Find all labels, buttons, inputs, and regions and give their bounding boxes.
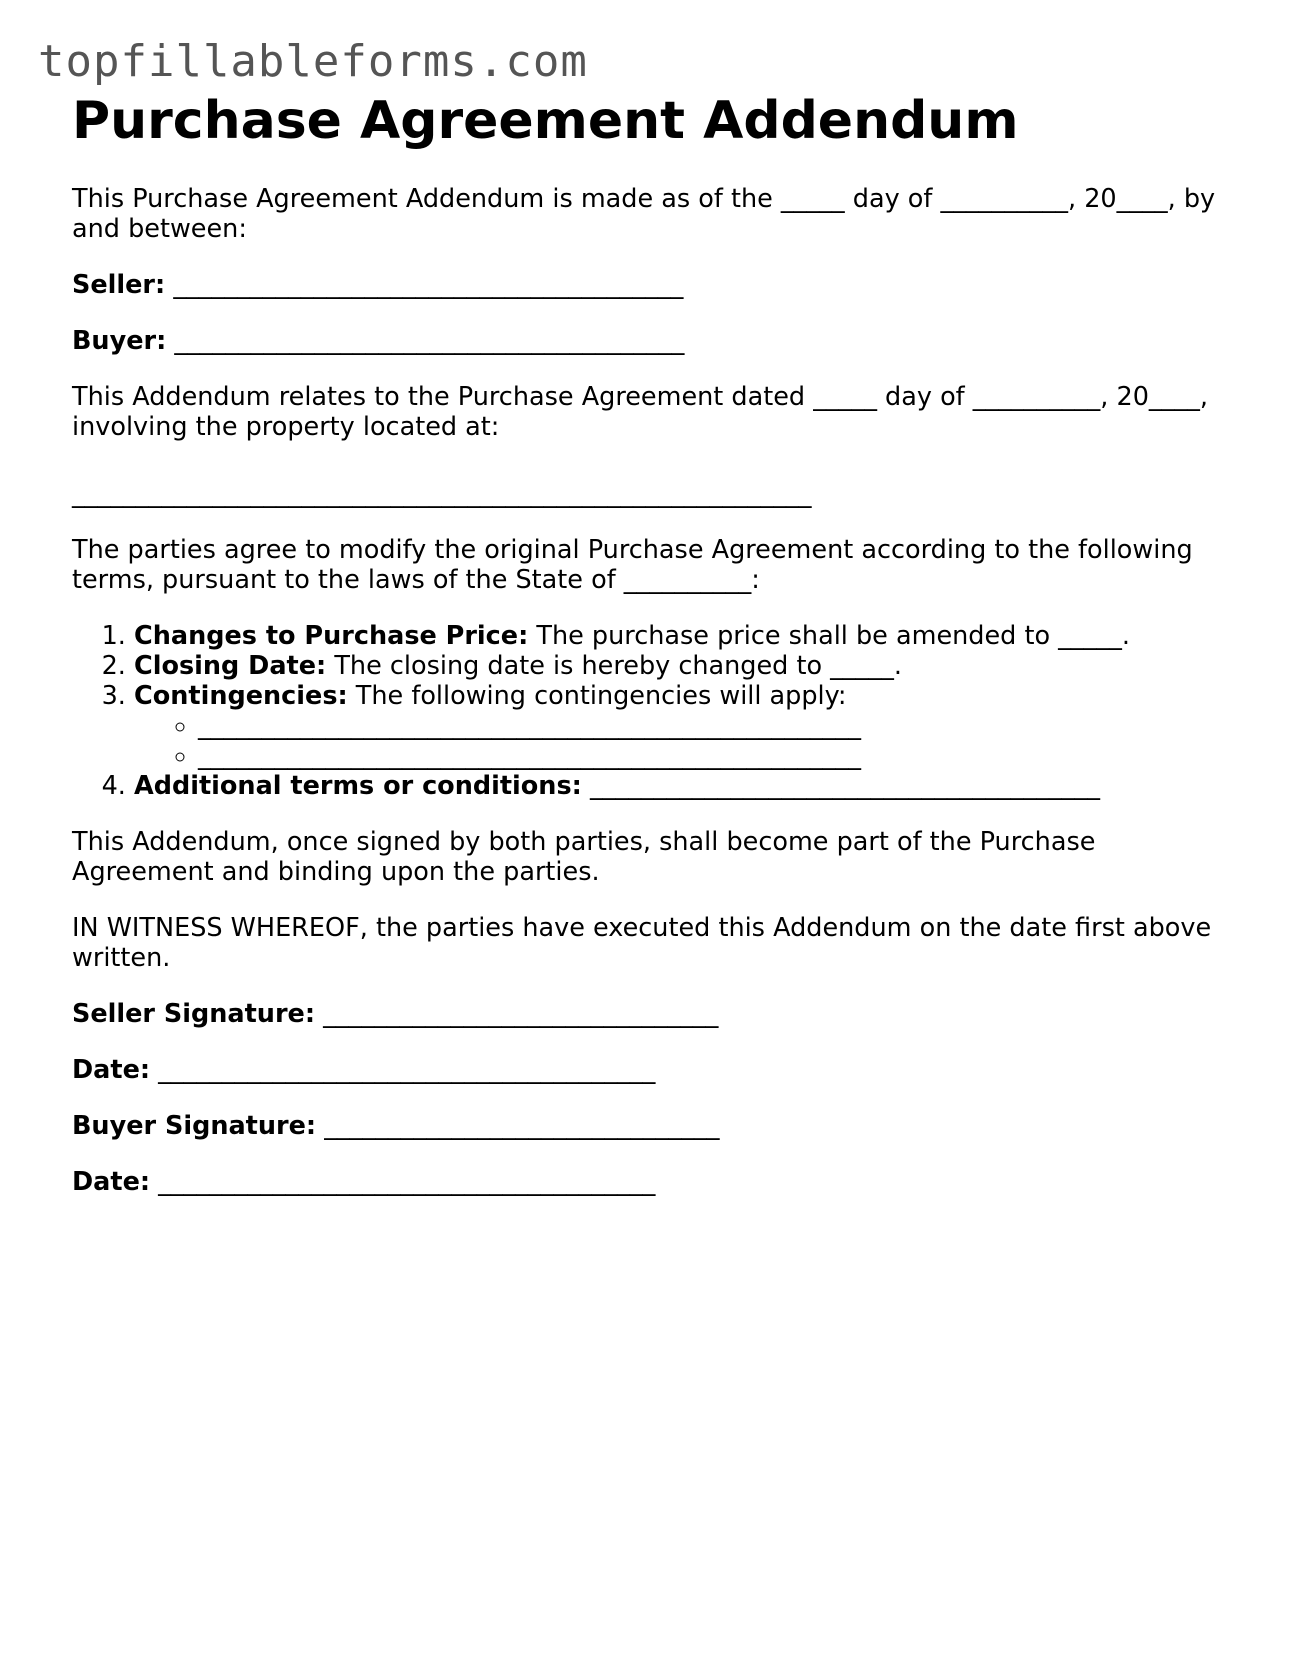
term-text[interactable]: The purchase price shall be amended to _____. bbox=[528, 620, 1131, 651]
witness-paragraph: IN WITNESS WHEREOF, the parties have executed this Addendum on the date first above written. bbox=[72, 912, 1212, 973]
seller-signature-field[interactable] bbox=[72, 999, 1222, 1029]
term-contingencies bbox=[134, 681, 1222, 771]
terms-list bbox=[72, 621, 1222, 801]
signature-blank[interactable]: _______________________________ bbox=[324, 1110, 720, 1141]
term-label: Changes to Purchase Price: bbox=[134, 620, 529, 651]
signature-label: Buyer Signature: bbox=[72, 1110, 317, 1141]
term-text[interactable]: ________________________________________ bbox=[581, 770, 1100, 801]
signature-blank[interactable]: _______________________________ bbox=[323, 998, 719, 1029]
term-text[interactable]: The closing date is hereby changed to _____. bbox=[326, 650, 903, 681]
buyer-field[interactable] bbox=[72, 326, 1222, 356]
date-label: Date: bbox=[72, 1166, 151, 1197]
seller-label: Seller: bbox=[72, 269, 166, 300]
watermark: topfillableforms.com bbox=[38, 36, 588, 87]
signature-label: Seller Signature: bbox=[72, 998, 316, 1029]
relates-paragraph: This Addendum relates to the Purchase Agreement dated _____ day of __________, 20____, involving the property located at: bbox=[72, 381, 1209, 442]
term-purchase-price bbox=[134, 621, 1222, 651]
term-label: Additional terms or conditions: bbox=[134, 770, 582, 801]
page-title: Purchase Agreement Addendum bbox=[72, 91, 1019, 151]
term-closing-date bbox=[134, 651, 1222, 681]
term-text: The following contingencies will apply: bbox=[347, 680, 847, 711]
modify-paragraph: The parties agree to modify the original Purchase Agreement according to the following terms, pursuant to the laws of the State of __________: bbox=[72, 534, 1193, 595]
binding-paragraph: This Addendum, once signed by both parties, shall become part of the Purchase Agreement and binding upon the parties. bbox=[72, 826, 1096, 887]
contingency-blank[interactable]: ◦ ____________________________________________________ bbox=[198, 711, 1222, 741]
seller-date-field[interactable] bbox=[72, 1055, 1222, 1085]
buyer-label: Buyer: bbox=[72, 325, 167, 356]
seller-field[interactable] bbox=[72, 270, 1222, 300]
contingency-blank[interactable]: ◦ ____________________________________________________ bbox=[198, 741, 1222, 771]
date-blank[interactable]: _______________________________________ bbox=[158, 1166, 656, 1197]
contingency-list bbox=[134, 711, 1222, 771]
term-label: Contingencies: bbox=[134, 680, 348, 711]
term-additional bbox=[134, 771, 1222, 801]
property-address-blank[interactable]: __________________________________________________________ bbox=[72, 478, 812, 509]
seller-blank[interactable]: ________________________________________ bbox=[173, 269, 684, 300]
date-label: Date: bbox=[72, 1054, 151, 1085]
buyer-date-field[interactable] bbox=[72, 1167, 1222, 1197]
buyer-blank[interactable]: ________________________________________ bbox=[174, 325, 685, 356]
document bbox=[72, 92, 1222, 1197]
intro-paragraph: This Purchase Agreement Addendum is made as of the _____ day of __________, 20____, by and between: bbox=[72, 183, 1216, 244]
date-blank[interactable]: _______________________________________ bbox=[158, 1054, 656, 1085]
buyer-signature-field[interactable] bbox=[72, 1111, 1222, 1141]
term-label: Closing Date: bbox=[134, 650, 327, 681]
